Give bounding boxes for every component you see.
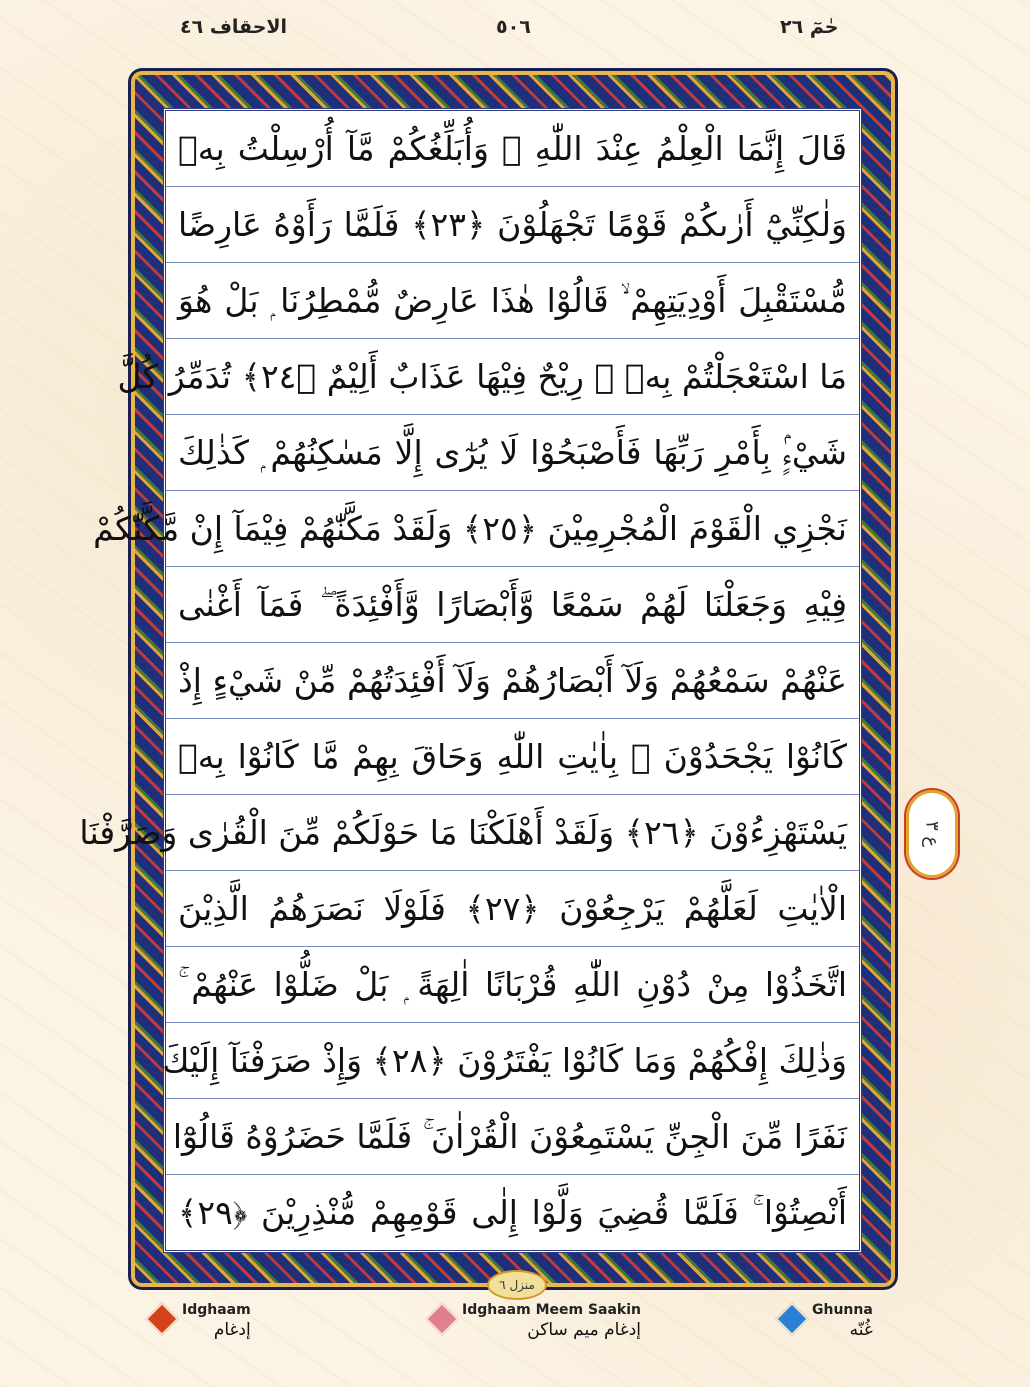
text-line: فِيْهِ وَجَعَلْنَا لَهُمْ سَمْعًا وَّأَبْصَارًا وَّأَفْئِدَةً ۖ فَمَآ أَغْنٰى: [166, 567, 859, 643]
manzil-marker: منزل ٦: [487, 1270, 547, 1300]
juz-name: حٰمٓ ٢٦: [780, 16, 839, 38]
text-line: نَفَرًا مِّنَ الْجِنِّ يَسْتَمِعُوْنَ الْقُرْاٰنَ ۚ فَلَمَّا حَضَرُوْهُ قَالُوْٓا: [166, 1099, 859, 1175]
text-line: أَنْصِتُوْا ۚ فَلَمَّا قُضِيَ وَلَّوْا إِلٰى قَوْمِهِمْ مُّنْذِرِيْنَ ﴿٢٩﴾: [178, 1193, 847, 1232]
quran-text: [79, 108, 862, 1253]
text-line: مُّسْتَقْبِلَ أَوْدِيَتِهِمْ ۙ قَالُوْا هٰذَا عَارِضٌ مُّمْطِرُنَا ۭ بَلْ هُوَ: [166, 263, 859, 339]
surah-name: الاحقاف ٤٦: [180, 16, 288, 38]
legend-idghaam: Idghaam إدغام: [150, 1302, 251, 1340]
text-line: كَانُوْا يَجْحَدُوْنَ ۙ بِاٰيٰتِ اللّٰهِ وَحَاقَ بِهِمْ مَّا كَانُوْا بِهٖ: [166, 719, 859, 795]
legend-idghaam-meem-saakin: Idghaam Meem Saakin إدغام میم ساکن: [430, 1302, 641, 1340]
legend-ghunna: Ghunna غُنّه: [780, 1302, 873, 1340]
text-line: عَنْهُمْ سَمْعُهُمْ وَلَآ أَبْصَارُهُمْ وَلَآ أَفْئِدَتُهُمْ مِّنْ شَيْءٍ إِذْ: [166, 643, 859, 719]
text-line: وَذٰلِكَ إِفْكُهُمْ وَمَا كَانُوْا يَفْتَرُوْنَ ﴿٢٨﴾ وَإِذْ صَرَفْنَآ إِلَيْكَ: [166, 1023, 859, 1099]
text-line: يَسْتَهْزِءُوْنَ ﴿٢٦﴾ وَلَقَدْ أَهْلَكْنَا مَا حَوْلَكُمْ مِّنَ الْقُرٰى وَصَرَّفْنَا: [166, 795, 859, 871]
text-line: قَالَ إِنَّمَا الْعِلْمُ عِنْدَ اللّٰهِ ۖ وَأُبَلِّغُكُمْ مَّآ أُرْسِلْتُ بِهٖ: [166, 111, 859, 187]
text-line: شَيْءٍۢ بِأَمْرِ رَبِّهَا فَأَصْبَحُوْا لَا يُرٰٓى إِلَّا مَسٰكِنُهُمْ ۭ كَذٰلِكَ: [166, 415, 859, 491]
page-number: ٥٠٦: [496, 16, 531, 38]
ruku-marker: ع ٣: [906, 790, 958, 878]
text-line: وَلٰكِنِّيْٓ أَرٰىكُمْ قَوْمًا تَجْهَلُوْنَ ﴿٢٣﴾ فَلَمَّا رَأَوْهُ عَارِضًا: [166, 187, 859, 263]
text-line: اتَّخَذُوْا مِنْ دُوْنِ اللّٰهِ قُرْبَانًا اٰلِهَةً ۭ بَلْ ضَلُّوْا عَنْهُمْ ۚ: [166, 947, 859, 1023]
diamond-icon: [425, 1302, 459, 1336]
text-line: نَجْزِي الْقَوْمَ الْمُجْرِمِيْنَ ﴿٢٥﴾ وَلَقَدْ مَكَّنّٰهُمْ فِيْمَآ إِنْ مَّكَّنّٰكُمْ: [166, 491, 859, 567]
text-line: مَا اسْتَعْجَلْتُمْ بِهٖ ۭ رِيْحٌ فِيْهَا عَذَابٌ أَلِيْمٌ ﴿٢٤﴾ تُدَمِّرُ كُلَّ: [166, 339, 859, 415]
diamond-icon: [145, 1302, 179, 1336]
diamond-icon: [775, 1302, 809, 1336]
text-line: الْاٰيٰتِ لَعَلَّهُمْ يَرْجِعُوْنَ ﴿٢٧﴾ فَلَوْلَا نَصَرَهُمُ الَّذِيْنَ: [166, 871, 859, 947]
